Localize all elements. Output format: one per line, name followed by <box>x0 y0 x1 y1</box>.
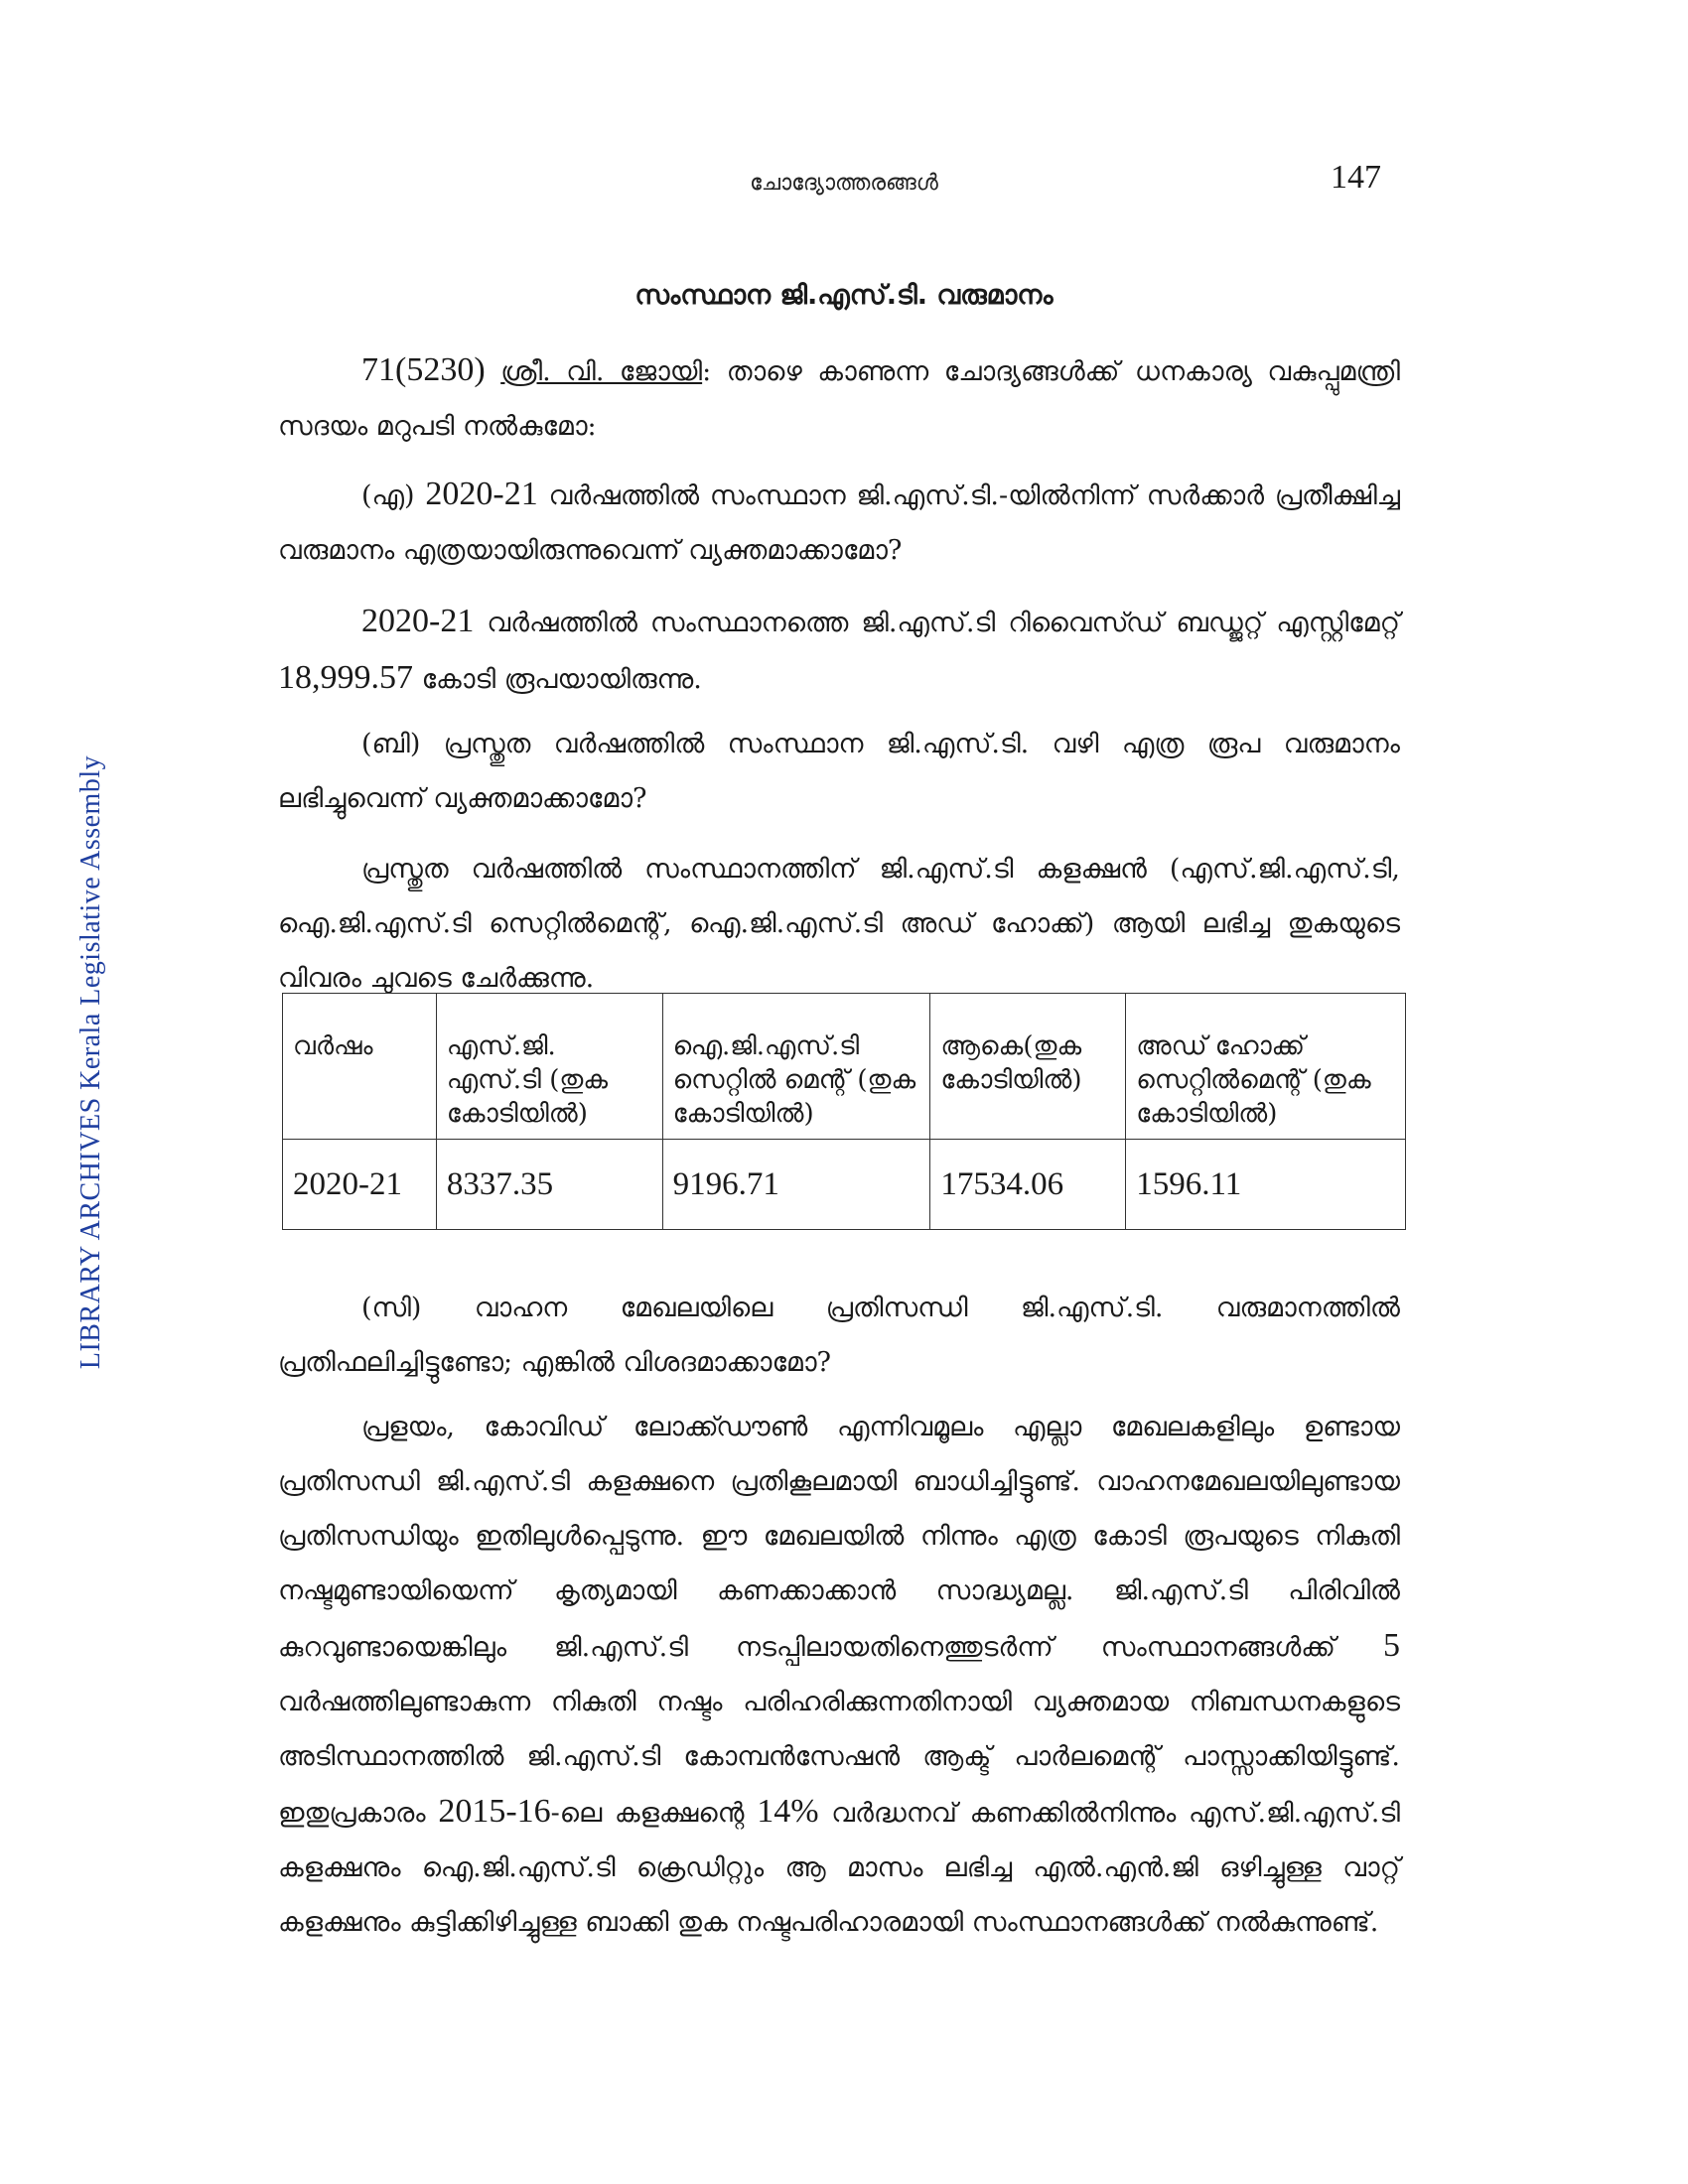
answer-c <box>278 1400 1400 1950</box>
header-total: ആകെ(തുക കോടിയിൽ) <box>930 994 1126 1140</box>
answer-a <box>278 594 1400 707</box>
gst-collection-table <box>282 993 1406 1230</box>
answer-c-part-1: പ്രളയം, കോവിഡ് ലോക്ക്ഡൗൺ എന്നിവമൂലം എല്ലാ മേഖലകളിലും ഉണ്ടായ പ്രതിസന്ധി ജി.എസ്.ടി കളക്ഷനെ പ്രതികൂലമായി ബാധിച്ചിട്ടുണ്ട്. വാഹനമേഖലയിലുണ്ടായ പ്രതിസന്ധിയും ഇതിലുൾപ്പെടുന്നു. ഈ മേഖലയിൽ നിന്നും എത്ര കോടി രൂപയുടെ നികുതി നഷ്ടമുണ്ടായിയെന്ന് കൃത്യമായി കണക്കാക്കാൻ സാദ്ധ്യമല്ല. ജി.എസ്.ടി പിരിവിൽ കുറവുണ്ടായെങ്കിലും ജി.എസ്.ടി നടപ്പിലായതിനെത്തുടർന്ന് സംസ്ഥാനങ്ങൾക്ക് <box>278 1412 1400 1663</box>
header-adhoc-settlement: അഡ് ഹോക്ക് സെറ്റിൽമെന്റ് (തുക കോടിയിൽ) <box>1126 994 1406 1140</box>
answer-a-text-1: വർഷത്തിൽ സംസ്ഥാനത്തെ ജി.എസ്.ടി റിവൈസ്ഡ് ബഡ്ജറ്റ് എസ്റ്റിമേറ്റ് <box>487 608 1400 638</box>
answer-c-growth: 14% <box>757 1793 819 1830</box>
header-year: വർഷം <box>283 994 437 1140</box>
question-c: (സി) വാഹന മേഖലയിലെ പ്രതിസന്ധി ജി.എസ്.ടി. വരുമാനത്തിൽ പ്രതിഫലിച്ചിട്ടുണ്ടോ; എങ്കിൽ വിശദമാക്കാമോ? <box>278 1293 1400 1378</box>
cell-year: 2020-21 <box>283 1140 437 1230</box>
answer-a-amount: 18,999.57 <box>278 659 413 696</box>
answer-c-part-3: -ലെ കളക്ഷന്റെ <box>550 1798 745 1829</box>
answer-c-part-4: വർദ്ധനവ് കണക്കിൽനിന്നും എസ്.ജി.എസ്.ടി കളക്ഷനും ഐ.ജി.എസ്.ടി ക്രെഡിറ്റും ആ മാസം ലഭിച്ച എൽ.എൻ.ജി ഒഴിച്ചുള്ള വാറ്റ് കളക്ഷനും കുട്ടിക്കിഴിച്ചുള്ള ബാക്കി തുക നഷ്ടപരിഹാരമായി സംസ്ഥാനങ്ങൾക്ക് നൽകുന്നുണ്ട്. <box>278 1798 1401 1938</box>
question-a-marker: (എ) <box>361 480 415 511</box>
running-header: ചോദ്യോത്തരങ്ങൾ <box>750 171 938 196</box>
cell-sgst: 8337.35 <box>436 1140 662 1230</box>
table-row <box>283 1140 1406 1230</box>
answer-c-base-year: 2015-16 <box>438 1793 551 1830</box>
question-number: 71(5230) <box>361 351 486 388</box>
cell-adhoc-settlement: 1596.11 <box>1126 1140 1406 1230</box>
answer-b: പ്രസ്തുത വർഷത്തിൽ സംസ്ഥാനത്തിന് ജി.എസ്.ടി കളക്ഷൻ (എസ്.ജി.എസ്.ടി, ഐ.ജി.എസ്.ടി സെറ്റിൽമെന്റ്, ഐ.ജി.എസ്.ടി അഡ് ഹോക്ക്) ആയി ലഭിച്ച തുകയുടെ വിവരം ചുവടെ ചേർക്കുന്നു. <box>278 854 1400 994</box>
page-title: സംസ്ഥാന ജി.എസ്.ടി. വരുമാനം <box>634 280 1054 311</box>
question-b: (ബി) പ്രസ്തുത വർഷത്തിൽ സംസ്ഥാന ജി.എസ്.ടി. വഴി എത്ര രൂപ വരുമാനം ലഭിച്ചുവെന്ന് വ്യക്തമാക്കാമോ? <box>278 729 1400 814</box>
question-a <box>278 467 1400 578</box>
cell-igst-settlement: 9196.71 <box>662 1140 930 1230</box>
header-sgst: എസ്.ജി. എസ്.ടി (തുക കോടിയിൽ) <box>436 994 662 1140</box>
page-number: 147 <box>1331 159 1381 196</box>
table-header-row <box>283 994 1406 1140</box>
question-intro <box>278 342 1400 454</box>
answer-a-text-2: കോടി രൂപയായിരുന്നു. <box>421 664 702 695</box>
archive-watermark: LIBRARY ARCHIVES Kerala Legislative Assembly <box>75 754 106 1370</box>
question-a-year: 2020-21 <box>425 476 538 512</box>
header-igst-settlement: ഐ.ജി.എസ്.ടി സെറ്റിൽ മെന്റ് (തുക കോടിയിൽ) <box>662 994 930 1140</box>
answer-c-years: 5 <box>1383 1627 1400 1664</box>
answer-a-year: 2020-21 <box>361 603 475 639</box>
answer-c-part-2: വർഷത്തിലുണ്ടാകുന്ന നികുതി നഷ്ടം പരിഹരിക്കുന്നതിനായി വ്യക്തമായ നിബന്ധനകളുടെ അടിസ്ഥാനത്തിൽ ജി.എസ്.ടി കോമ്പൻസേഷൻ ആക്ട് പാർലമെന്റ് പാസ്സാക്കിയിട്ടുണ്ട്. ഇതുപ്രകാരം <box>278 1687 1400 1829</box>
cell-total: 17534.06 <box>930 1140 1126 1230</box>
intro-text: : താഴെ കാണുന്ന ചോദ്യങ്ങൾക്ക് ധനകാര്യ വകുപ്പുമന്ത്രി സദയം മറുപടി നൽകുമോ: <box>278 356 1400 442</box>
question-a-text: വർഷത്തിൽ സംസ്ഥാന ജി.എസ്.ടി.-യിൽനിന്ന് സർക്കാർ പ്രതീക്ഷിച്ച വരുമാനം എത്രയായിരുന്നുവെന്ന് വ്യക്തമാക്കാമോ? <box>278 480 1400 566</box>
member-name: ശ്രീ. വി. ജോയി <box>500 356 703 387</box>
